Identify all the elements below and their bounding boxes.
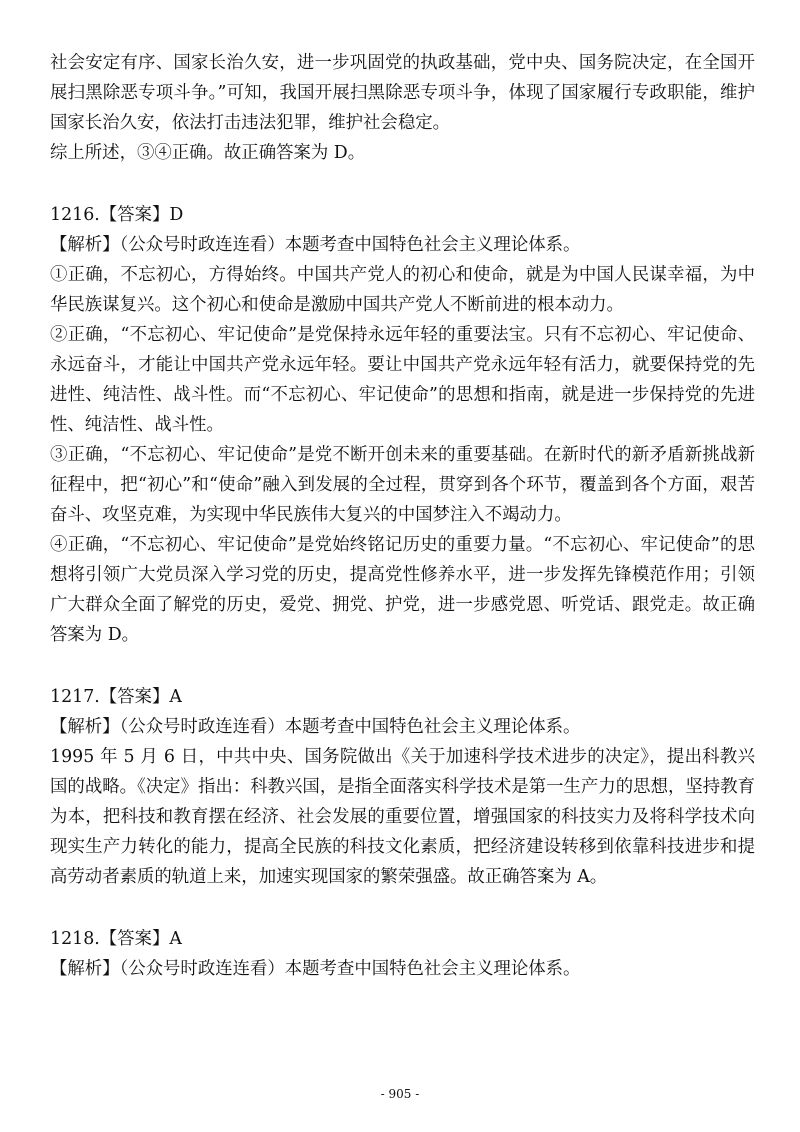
section-gap: [50, 168, 755, 200]
answer-1218: [50, 924, 755, 984]
analysis-1217-intro: 【解析】（公众号时政连连看）本题考查中国特色社会主义理论体系。: [50, 717, 581, 737]
intro-conclusion: 综上所述，③④正确。故正确答案为 D。: [50, 143, 366, 163]
intro-paragraph-1: 社会安定有序、国家长治久安，进一步巩固党的执政基础，党中央、国务院决定，在全国开展扫黑除恶专项斗争。”可知，我国开展扫黑除恶专项斗争，体现了国家履行专政职能，维护国家长治久安，依法打击违法犯罪，维护社会稳定。: [50, 53, 755, 133]
analysis-1216-point-2: ②正确，“不忘初心、牢记使命”是党保持永远年轻的重要法宝。只有不忘初心、牢记使命、永远奋斗，才能让中国共产党永远年轻。要让中国共产党永远年轻有活力，就要保持党的先进性、纯洁性、战斗性。而“不忘初心、牢记使命”的思想和指南，就是进一步保持党的先进性、纯洁性、战斗性。: [50, 325, 755, 435]
section-gap: [50, 892, 755, 924]
answer-1218-heading: 1218.【答案】A: [50, 929, 182, 949]
analysis-1216-point-4: ④正确，“不忘初心、牢记使命”是党始终铭记历史的重要力量。“不忘初心、牢记使命”的思想将引领广大党员深入学习党的历史，提高党性修养水平，进一步发挥先锋模范作用；引领广大群众全面了解党的历史，爱党、拥党、护党，进一步感党恩、听党话、跟党走。故正确答案为 D。: [50, 535, 755, 645]
analysis-1216-point-1: ①正确，不忘初心，方得始终。中国共产党人的初心和使命，就是为中国人民谋幸福，为中华民族谋复兴。这个初心和使命是激励中国共产党人不断前进的根本动力。: [50, 265, 755, 315]
page-content: [50, 48, 755, 984]
answer-1216-heading: 1216.【答案】D: [50, 205, 184, 225]
section-gap: [50, 650, 755, 682]
answer-1217-heading: 1217.【答案】A: [50, 687, 182, 707]
answer-1217: [50, 682, 755, 892]
page-number: - 905 -: [380, 1087, 420, 1101]
answer-1216: [50, 200, 755, 650]
analysis-1216-point-3: ③正确，“不忘初心、牢记使命”是党不断开创未来的重要基础。在新时代的新矛盾新挑战新征程中，把“初心”和“使命”融入到发展的全过程，贯穿到各个环节，覆盖到各个方面，艰苦奋斗、攻坚克难，为实现中华民族伟大复兴的中国梦注入不竭动力。: [50, 445, 755, 525]
analysis-1216-intro: 【解析】（公众号时政连连看）本题考查中国特色社会主义理论体系。: [50, 235, 581, 255]
analysis-1217-body: 1995 年 5 月 6 日，中共中央、国务院做出《关于加速科学技术进步的决定》，提出科教兴国的战略。《决定》指出：科教兴国，是指全面落实科学技术是第一生产力的思想，坚持教育为本，把科技和教育摆在经济、社会发展的重要位置，增强国家的科技实力及将科学技术向现实生产力转化的能力，提高全民族的科技文化素质，把经济建设转移到依靠科技进步和提高劳动者素质的轨道上来，加速实现国家的繁荣强盛。故正确答案为 A。: [50, 747, 755, 887]
analysis-1218-intro: 【解析】（公众号时政连连看）本题考查中国特色社会主义理论体系。: [50, 959, 581, 979]
